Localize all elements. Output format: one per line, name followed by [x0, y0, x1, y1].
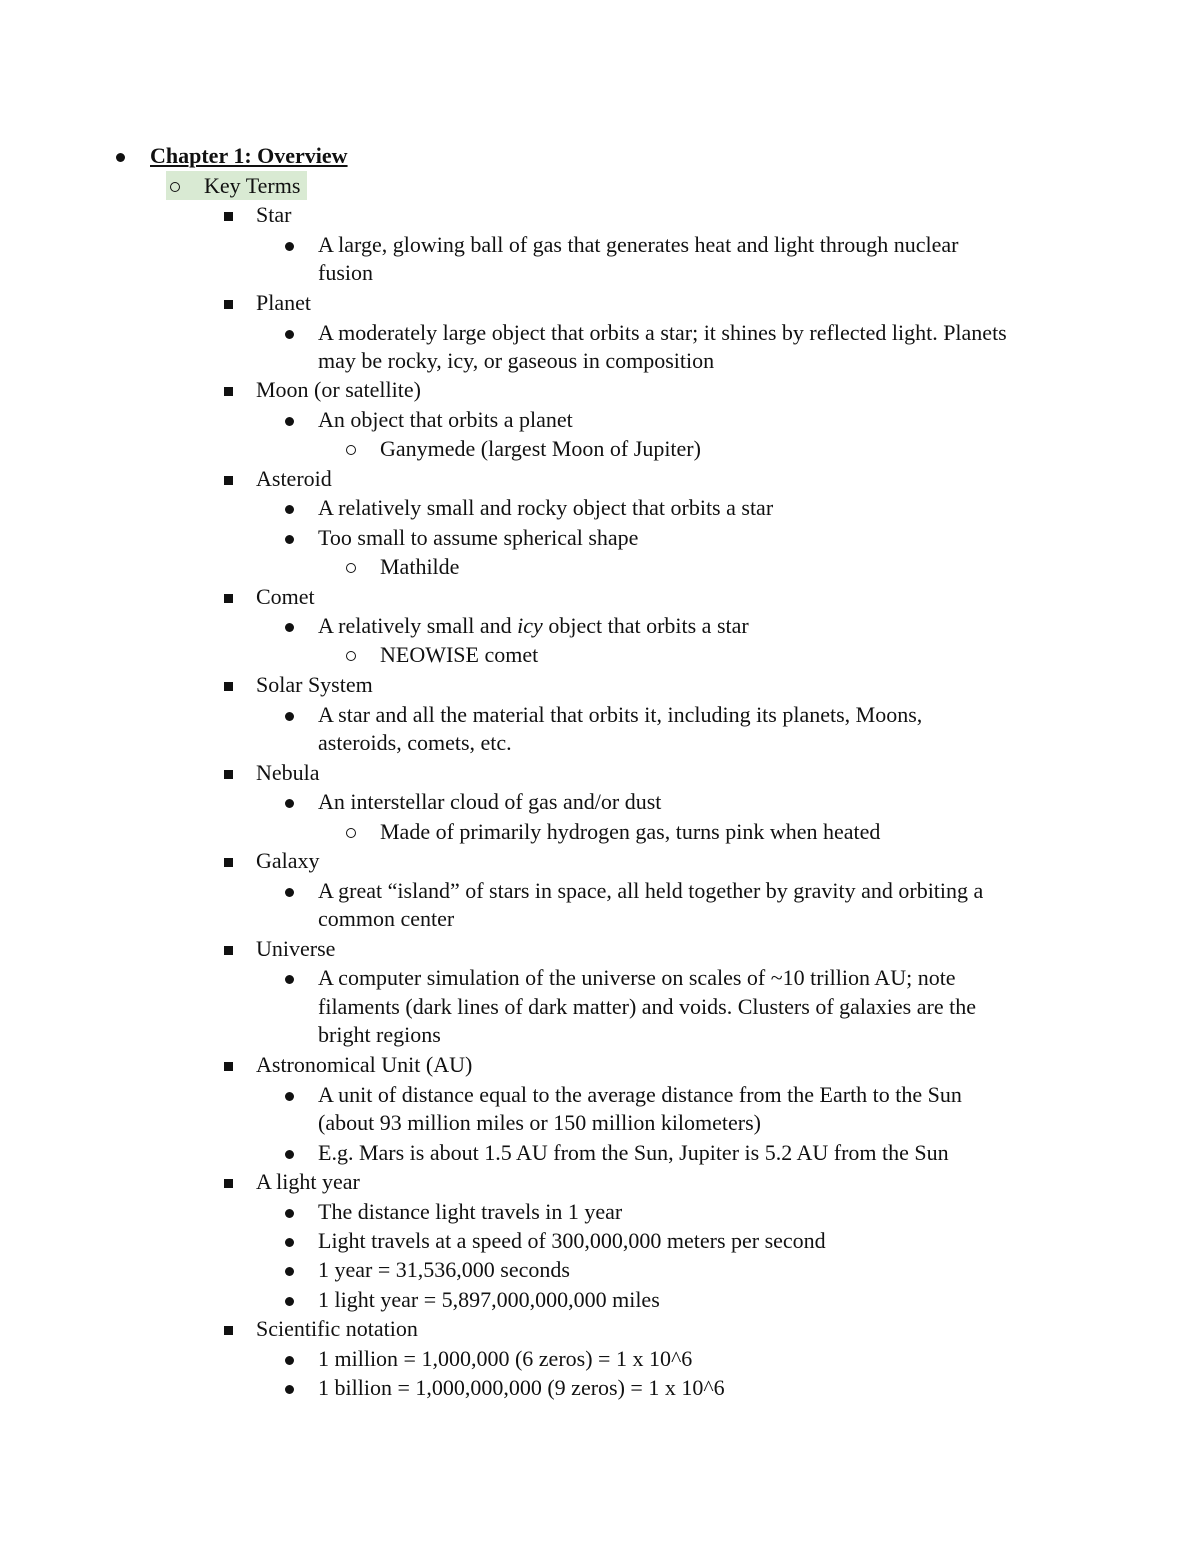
term-universe: Universe: [256, 936, 336, 961]
square-bullet: [224, 1051, 233, 1071]
term-sci-notation: Scientific notation: [256, 1316, 418, 1341]
term-nebula-example: Made of primarily hydrogen gas, turns pink when heated: [380, 819, 881, 844]
disc-bullet: [285, 964, 294, 984]
term-light-year: A light year: [256, 1169, 360, 1194]
key-terms-heading: Key Terms: [204, 173, 301, 198]
disc-bullet: [285, 877, 294, 897]
term-au-def-line1: A unit of distance equal to the average distance from the Earth to the Sun: [318, 1082, 962, 1107]
term-asteroid-def2: Too small to assume spherical shape: [318, 525, 639, 550]
term-comet-def-post: object that orbits a star: [542, 613, 749, 638]
term-moon-def: An object that orbits a planet: [318, 407, 573, 432]
term-sci-notation-def1: 1 million = 1,000,000 (6 zeros) = 1 x 10^6: [318, 1346, 693, 1371]
term-nebula-def: An interstellar cloud of gas and/or dust: [318, 789, 662, 814]
disc-bullet: [285, 319, 294, 339]
square-bullet: [224, 1315, 233, 1335]
term-au: Astronomical Unit (AU): [256, 1052, 473, 1077]
term-moon-example: Ganymede (largest Moon of Jupiter): [380, 436, 701, 461]
term-comet-def-pre: A relatively small and: [318, 613, 518, 638]
term-solar-system-def-line2: asteroids, comets, etc.: [318, 730, 512, 755]
square-bullet: [224, 201, 233, 221]
term-light-year-def3: 1 year = 31,536,000 seconds: [318, 1257, 570, 1282]
term-universe-def-line2: filaments (dark lines of dark matter) and voids. Clusters of galaxies are the: [318, 994, 976, 1019]
square-bullet: [224, 935, 233, 955]
circle-bullet: [346, 641, 356, 661]
term-asteroid-example: Mathilde: [380, 554, 460, 579]
disc-bullet: [285, 612, 294, 632]
circle-bullet: [346, 818, 356, 838]
term-au-def-line2: (about 93 million miles or 150 million kilometers): [318, 1110, 762, 1135]
square-bullet: [224, 1168, 233, 1188]
chapter-title: Chapter 1: Overview: [150, 143, 348, 168]
term-universe-def-line3: bright regions: [318, 1022, 441, 1047]
circle-bullet: [346, 553, 356, 573]
term-comet-def: [318, 611, 749, 640]
term-star-def-line1: A large, glowing ball of gas that generates heat and light through nuclear: [318, 232, 959, 257]
disc-bullet: [285, 1345, 294, 1365]
term-comet: Comet: [256, 584, 315, 609]
disc-bullet: [285, 1198, 294, 1218]
term-asteroid-def1: A relatively small and rocky object that orbits a star: [318, 495, 774, 520]
term-planet-def-line1: A moderately large object that orbits a star; it shines by reflected light. Planets: [318, 320, 1007, 345]
term-galaxy-def-line1: A great “island” of stars in space, all held together by gravity and orbiting a: [318, 878, 984, 903]
term-solar-system-def-line1: A star and all the material that orbits it, including its planets, Moons,: [318, 702, 923, 727]
term-planet-def-line2: may be rocky, icy, or gaseous in composition: [318, 348, 715, 373]
term-light-year-def2: Light travels at a speed of 300,000,000 meters per second: [318, 1228, 826, 1253]
term-galaxy: Galaxy: [256, 848, 320, 873]
circle-bullet: [346, 435, 356, 455]
term-nebula: Nebula: [256, 760, 320, 785]
term-light-year-def4: 1 light year = 5,897,000,000,000 miles: [318, 1287, 660, 1312]
disc-bullet: [285, 1139, 294, 1159]
term-solar-system: Solar System: [256, 672, 373, 697]
disc-bullet: [285, 1286, 294, 1306]
square-bullet: [224, 289, 233, 309]
term-comet-def-emphasis: icy: [517, 613, 543, 638]
square-bullet: [224, 847, 233, 867]
term-moon: Moon (or satellite): [256, 377, 421, 402]
term-asteroid: Asteroid: [256, 466, 332, 491]
square-bullet: [224, 583, 233, 603]
circle-bullet: [170, 172, 180, 192]
term-comet-example: NEOWISE comet: [380, 642, 539, 667]
term-star-def-line2: fusion: [318, 260, 373, 285]
disc-bullet: [285, 406, 294, 426]
disc-bullet: [116, 142, 125, 162]
term-sci-notation-def2: 1 billion = 1,000,000,000 (9 zeros) = 1 x 10^6: [318, 1375, 725, 1400]
term-au-def2: E.g. Mars is about 1.5 AU from the Sun, Jupiter is 5.2 AU from the Sun: [318, 1140, 949, 1165]
square-bullet: [224, 465, 233, 485]
disc-bullet: [285, 701, 294, 721]
term-universe-def-line1: A computer simulation of the universe on scales of ~10 trillion AU; note: [318, 965, 956, 990]
disc-bullet: [285, 788, 294, 808]
square-bullet: [224, 759, 233, 779]
term-galaxy-def-line2: common center: [318, 906, 455, 931]
disc-bullet: [285, 494, 294, 514]
square-bullet: [224, 376, 233, 396]
term-planet: Planet: [256, 290, 311, 315]
disc-bullet: [285, 1256, 294, 1276]
term-light-year-def1: The distance light travels in 1 year: [318, 1199, 623, 1224]
term-star: Star: [256, 202, 292, 227]
disc-bullet: [285, 1374, 294, 1394]
disc-bullet: [285, 231, 294, 251]
disc-bullet: [285, 524, 294, 544]
square-bullet: [224, 671, 233, 691]
disc-bullet: [285, 1081, 294, 1101]
disc-bullet: [285, 1227, 294, 1247]
